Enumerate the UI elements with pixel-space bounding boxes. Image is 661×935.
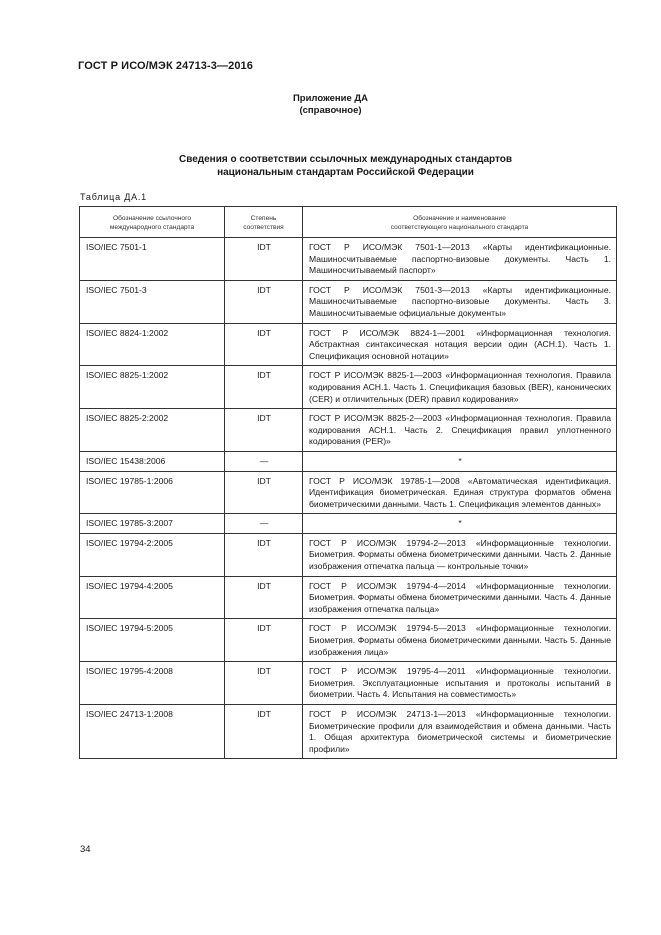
cell-national: * <box>303 451 617 471</box>
cell-degree: IDT <box>225 280 303 323</box>
header-reference-standard <box>80 207 225 238</box>
cell-degree: IDT <box>225 238 303 281</box>
cell-national: ГОСТ Р ИСО/МЭК 8825-2—2003 «Информационная технология. Правила кодирования АСН.1. Часть 2. Спецификация правил уплотненного кодирования (PER)» <box>303 409 617 452</box>
cell-degree: IDT <box>225 619 303 662</box>
cell-reference: ISO/IEC 7501-3 <box>80 280 225 323</box>
cell-national: ГОСТ Р ИСО/МЭК 7501-3—2013 «Карты идентификационные. Машиносчитываемые паспортно-визовые документы. Часть 3. Машиносчитываемые официальные документы» <box>303 280 617 323</box>
header-degree <box>225 207 303 238</box>
cell-degree: IDT <box>225 471 303 514</box>
table-row <box>80 705 617 759</box>
table-row <box>80 662 617 705</box>
table-caption: Таблица ДА.1 <box>80 192 147 202</box>
table-row <box>80 533 617 576</box>
cell-reference: ISO/IEC 24713-1:2008 <box>80 705 225 759</box>
header-col3-line2: соответствующего национального стандарта <box>390 224 529 231</box>
annex-block <box>0 93 661 117</box>
header-col2-line2: соответствия <box>243 224 284 231</box>
cell-national: * <box>303 514 617 534</box>
cell-national: ГОСТ Р ИСО/МЭК 19794-4—2014 «Информационные технологии. Биометрия. Форматы обмена биометрическими данными. Часть 4. Данные изображения отпечатка пальца» <box>303 576 617 619</box>
table-row <box>80 619 617 662</box>
table-row <box>80 280 617 323</box>
cell-reference: ISO/IEC 15438:2006 <box>80 451 225 471</box>
cell-reference: ISO/IEC 7501-1 <box>80 238 225 281</box>
table-row <box>80 451 617 471</box>
table-row <box>80 471 617 514</box>
table-row <box>80 576 617 619</box>
table-row <box>80 514 617 534</box>
header-col3-line1: Обозначение и наименование <box>413 215 506 222</box>
cell-degree: — <box>225 514 303 534</box>
cell-degree: IDT <box>225 576 303 619</box>
cell-reference: ISO/IEC 19794-2:2005 <box>80 533 225 576</box>
header-col1-line2: международного стандарта <box>109 224 195 231</box>
header-national-standard <box>303 207 617 238</box>
header-col2-line1: Степень <box>250 215 277 222</box>
document-code: ГОСТ Р ИСО/МЭК 24713-3—2016 <box>78 60 253 72</box>
cell-degree: — <box>225 451 303 471</box>
annex-subtitle: (справочное) <box>299 105 362 116</box>
cell-degree: IDT <box>225 409 303 452</box>
cell-degree: IDT <box>225 533 303 576</box>
heading-line-1: Сведения о соответствии ссылочных международных стандартов <box>178 154 513 165</box>
cell-degree: IDT <box>225 366 303 409</box>
cell-national: ГОСТ Р ИСО/МЭК 8824-1—2001 «Информационная технология. Абстрактная синтаксическая нотация версии один (АСН.1). Часть 1. Спецификация основной нотации» <box>303 323 617 366</box>
correspondence-table <box>79 206 617 759</box>
cell-reference: ISO/IEC 19795-4:2008 <box>80 662 225 705</box>
header-col1-line1: Обозначение ссылочного <box>112 215 192 222</box>
cell-national: ГОСТ Р ИСО/МЭК 19794-5—2013 «Информационные технологии. Биометрия. Форматы обмена биометрическими данными. Часть 5. Данные изображения лица» <box>303 619 617 662</box>
cell-reference: ISO/IEC 19785-3:2007 <box>80 514 225 534</box>
cell-national: ГОСТ Р ИСО/МЭК 7501-1—2013 «Карты идентификационные. Машиносчитываемые паспортно-визовые документы. Часть 1. Машиносчитываемый паспорт» <box>303 238 617 281</box>
cell-national: ГОСТ Р ИСО/МЭК 19794-2—2013 «Информационные технологии. Биометрия. Форматы обмена биометрическими данными. Часть 2. Данные изображения отпечатка пальца — контрольные точки» <box>303 533 617 576</box>
cell-degree: IDT <box>225 705 303 759</box>
cell-reference: ISO/IEC 8824-1:2002 <box>80 323 225 366</box>
table-header-row <box>80 207 617 238</box>
cell-national: ГОСТ Р ИСО/МЭК 24713-1—2013 «Информационные технологии. Биометрические профили для взаимодействия и обмена данными. Часть 1. Общая архитектура биометрической системы и биометрические профили» <box>303 705 617 759</box>
annex-title: Приложение ДА <box>292 93 369 104</box>
table-row <box>80 409 617 452</box>
table-row <box>80 323 617 366</box>
cell-reference: ISO/IEC 8825-1:2002 <box>80 366 225 409</box>
section-heading <box>0 153 661 179</box>
table-row <box>80 238 617 281</box>
cell-reference: ISO/IEC 19794-4:2005 <box>80 576 225 619</box>
page-number: 34 <box>80 844 91 855</box>
table-row <box>80 366 617 409</box>
heading-line-2: национальным стандартам Российской Федерации <box>217 167 474 178</box>
cell-reference: ISO/IEC 19794-5:2005 <box>80 619 225 662</box>
cell-reference: ISO/IEC 8825-2:2002 <box>80 409 225 452</box>
cell-national: ГОСТ Р ИСО/МЭК 19795-4—2011 «Информационные технологии. Биометрия. Эксплуатационные испытания и протоколы испытаний в биометрии. Часть 4. Испытания на совместимость» <box>303 662 617 705</box>
cell-degree: IDT <box>225 662 303 705</box>
cell-reference: ISO/IEC 19785-1:2006 <box>80 471 225 514</box>
cell-degree: IDT <box>225 323 303 366</box>
cell-national: ГОСТ Р ИСО/МЭК 19785-1—2008 «Автоматическая идентификация. Идентификация биометрическая. Единая структура форматов обмена биометрическими данными. Часть 1. Спецификация элементов данных» <box>303 471 617 514</box>
cell-national: ГОСТ Р ИСО/МЭК 8825-1—2003 «Информационная технология. Правила кодирования АСН.1. Часть 1. Спецификация базовых (BER), канонических (CER) и отличительных (DER) правил кодирования» <box>303 366 617 409</box>
